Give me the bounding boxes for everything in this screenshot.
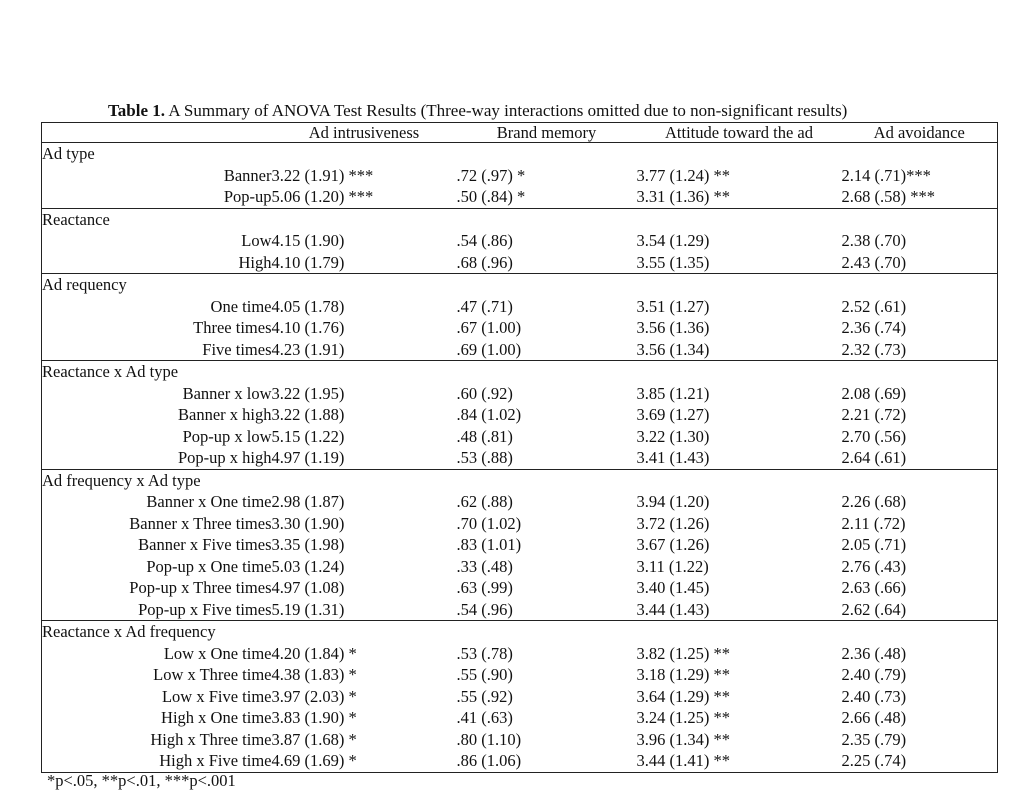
table-row: [42, 664, 998, 686]
ad-avoidance-cell: 2.76 (.43): [841, 556, 907, 576]
brand-memory-cell: .68 (.96): [457, 252, 637, 274]
ad-intrusiveness-cell: 4.05 (1.78): [271, 296, 345, 316]
table-row: [42, 577, 998, 599]
attitude-cell: 3.67 (1.26): [636, 535, 710, 554]
attitude-cell: 3.18 (1.29) **: [636, 665, 730, 684]
anova-results-table: [41, 122, 998, 773]
attitude-cell: 3.96 (1.34) **: [636, 729, 730, 749]
table-title: A Summary of ANOVA Test Results (Three-way interactions omitted due to non-significant results): [165, 101, 848, 120]
row-label: Five times: [42, 339, 272, 361]
table-row: [42, 643, 998, 665]
brand-memory-cell: .70 (1.02): [456, 513, 522, 533]
row-label: Pop-up x Three times: [129, 578, 272, 597]
brand-memory-cell: .33 (.48): [456, 556, 513, 576]
row-label: Banner x One time: [146, 492, 272, 511]
brand-memory-cell: .62 (.88): [456, 492, 513, 511]
row-label: Banner x high: [178, 405, 272, 424]
row-label: Pop-up x high: [42, 447, 272, 469]
ad-avoidance-cell: 2.35 (.79): [841, 729, 907, 749]
row-label: Low x One time: [163, 643, 272, 663]
ad-avoidance-cell: 2.52 (.61): [841, 296, 907, 316]
row-label: High x Five time: [42, 750, 272, 772]
table-row: [42, 534, 998, 556]
group-header-row: [42, 143, 998, 165]
brand-memory-cell: .53 (.88): [457, 447, 637, 469]
group-title: Ad frequency x Ad type: [42, 469, 998, 491]
row-label: Banner x Five times: [138, 535, 272, 554]
group-header-row: [42, 274, 998, 296]
group-header-row: [42, 361, 998, 383]
group-title: Ad requency: [42, 274, 998, 296]
column-header: Attitude toward the ad: [637, 123, 842, 143]
group-title: Reactance x Ad frequency: [42, 621, 998, 643]
table-row: [42, 296, 998, 318]
table-row: [42, 513, 998, 535]
brand-memory-cell: .72 (.97) *: [456, 165, 526, 185]
ad-intrusiveness-cell: 3.35 (1.98): [271, 535, 345, 554]
row-label: High: [42, 252, 272, 274]
group-title: Reactance x Ad type: [42, 361, 998, 383]
table-row: [42, 686, 998, 708]
row-label: High x One time: [161, 708, 272, 727]
table-header-row: [42, 123, 998, 143]
column-header: [42, 123, 272, 143]
attitude-cell: 3.82 (1.25) **: [636, 643, 730, 663]
ad-avoidance-cell: 2.36 (.48): [841, 643, 907, 663]
brand-memory-cell: .69 (1.00): [457, 339, 637, 361]
row-label: Pop-up x Five times: [42, 599, 272, 621]
ad-avoidance-cell: 2.64 (.61): [842, 447, 998, 469]
attitude-cell: 3.54 (1.29): [636, 231, 710, 250]
ad-avoidance-cell: 2.62 (.64): [842, 599, 998, 621]
ad-intrusiveness-cell: 4.23 (1.91): [272, 339, 457, 361]
attitude-cell: 3.22 (1.30): [636, 426, 710, 446]
ad-intrusiveness-cell: 5.15 (1.22): [271, 426, 345, 446]
table-row: [42, 339, 998, 361]
table-row: [42, 383, 998, 405]
ad-avoidance-cell: 2.63 (.66): [841, 578, 907, 597]
attitude-cell: 3.64 (1.29) **: [636, 686, 730, 706]
attitude-cell: 3.56 (1.34): [637, 339, 842, 361]
brand-memory-cell: .47 (.71): [456, 296, 513, 316]
ad-intrusiveness-cell: 3.83 (1.90) *: [271, 708, 357, 727]
column-header: Ad intrusiveness: [272, 123, 457, 143]
ad-intrusiveness-cell: 5.03 (1.24): [271, 556, 345, 576]
table-row: [42, 426, 998, 448]
group-title: Ad type: [42, 144, 95, 163]
table-number: Table 1.: [108, 101, 166, 120]
column-header: Brand memory: [457, 123, 637, 143]
ad-intrusiveness-cell: 3.22 (1.95): [271, 383, 345, 403]
row-label: Banner x Three times: [129, 513, 272, 533]
ad-intrusiveness-cell: 2.98 (1.87): [271, 492, 345, 511]
ad-avoidance-cell: 2.05 (.71): [841, 535, 907, 554]
row-label: Pop-up: [42, 186, 272, 208]
row-label: One time: [210, 296, 272, 316]
attitude-cell: 3.40 (1.45): [636, 578, 710, 597]
brand-memory-cell: .48 (.81): [456, 426, 513, 446]
table-row: [42, 317, 998, 339]
ad-intrusiveness-cell: 5.06 (1.20) ***: [272, 186, 457, 208]
ad-avoidance-cell: 2.40 (.73): [841, 686, 907, 706]
ad-intrusiveness-cell: 4.10 (1.76): [271, 318, 345, 337]
ad-intrusiveness-cell: 4.97 (1.08): [271, 578, 345, 597]
brand-memory-cell: .50 (.84) *: [457, 186, 637, 208]
row-label: Three times: [193, 318, 272, 337]
row-label: Low x Five time: [161, 686, 272, 706]
table-row: [42, 750, 998, 772]
attitude-cell: 3.31 (1.36) **: [637, 186, 842, 208]
group-header-row: [42, 621, 998, 643]
brand-memory-cell: .84 (1.02): [456, 405, 522, 424]
attitude-cell: 3.51 (1.27): [636, 296, 710, 316]
ad-intrusiveness-cell: 4.69 (1.69) *: [272, 750, 457, 772]
significance-footnote: *p<.05, **p<.01, ***p<.001: [47, 771, 236, 790]
ad-intrusiveness-cell: 4.15 (1.90): [271, 231, 345, 250]
ad-intrusiveness-cell: 3.30 (1.90): [271, 513, 345, 533]
group-header-row: [42, 208, 998, 230]
ad-avoidance-cell: 2.25 (.74): [842, 750, 998, 772]
ad-avoidance-cell: 2.68 (.58) ***: [842, 186, 998, 208]
attitude-cell: 3.72 (1.26): [636, 513, 710, 533]
row-label: Pop-up x low: [182, 426, 272, 446]
table-caption: [108, 101, 1008, 120]
brand-memory-cell: .67 (1.00): [456, 318, 522, 337]
row-label: Pop-up x One time: [146, 556, 272, 576]
attitude-cell: 3.24 (1.25) **: [636, 708, 730, 727]
row-label: Low: [241, 231, 272, 250]
attitude-cell: 3.56 (1.36): [636, 318, 710, 337]
attitude-cell: 3.77 (1.24) **: [636, 165, 730, 185]
table-row: [42, 230, 998, 252]
ad-avoidance-cell: 2.21 (.72): [841, 405, 907, 424]
ad-intrusiveness-cell: 4.10 (1.79): [272, 252, 457, 274]
attitude-cell: 3.44 (1.43): [637, 599, 842, 621]
ad-avoidance-cell: 2.38 (.70): [841, 231, 907, 250]
brand-memory-cell: .60 (.92): [456, 383, 513, 403]
row-label: Banner: [223, 165, 272, 185]
brand-memory-cell: .55 (.92): [456, 686, 513, 706]
attitude-cell: 3.11 (1.22): [636, 556, 709, 576]
attitude-cell: 3.44 (1.41) **: [637, 750, 842, 772]
ad-avoidance-cell: 2.14 (.71)***: [841, 165, 931, 185]
attitude-cell: 3.55 (1.35): [637, 252, 842, 274]
brand-memory-cell: .63 (.99): [456, 578, 513, 597]
brand-memory-cell: .83 (1.01): [456, 535, 522, 554]
attitude-cell: 3.41 (1.43): [637, 447, 842, 469]
brand-memory-cell: .41 (.63): [456, 708, 513, 727]
table-row: [42, 186, 998, 208]
table-row: [42, 404, 998, 426]
table-row: [42, 491, 998, 513]
ad-avoidance-cell: 2.43 (.70): [842, 252, 998, 274]
ad-avoidance-cell: 2.26 (.68): [841, 492, 907, 511]
ad-intrusiveness-cell: 3.97 (2.03) *: [271, 686, 357, 706]
attitude-cell: 3.85 (1.21): [636, 383, 710, 403]
table-row: [42, 252, 998, 274]
ad-intrusiveness-cell: 4.97 (1.19): [272, 447, 457, 469]
table-row: [42, 556, 998, 578]
ad-intrusiveness-cell: 3.22 (1.88): [271, 405, 345, 424]
brand-memory-cell: .80 (1.10): [456, 729, 522, 749]
brand-memory-cell: .54 (.86): [456, 231, 513, 250]
brand-memory-cell: .54 (.96): [457, 599, 637, 621]
ad-intrusiveness-cell: 3.87 (1.68) *: [271, 729, 357, 749]
ad-avoidance-cell: 2.40 (.79): [841, 665, 907, 684]
attitude-cell: 3.94 (1.20): [636, 492, 710, 511]
ad-avoidance-cell: 2.11 (.72): [841, 513, 906, 533]
row-label: High x Three time: [150, 729, 272, 749]
attitude-cell: 3.69 (1.27): [636, 405, 710, 424]
group-title: Reactance: [42, 208, 998, 230]
table-row: [42, 707, 998, 729]
brand-memory-cell: .55 (.90): [456, 665, 513, 684]
ad-avoidance-cell: 2.70 (.56): [841, 426, 907, 446]
table-row: [42, 165, 998, 187]
ad-avoidance-cell: 2.36 (.74): [841, 318, 907, 337]
column-header: Ad avoidance: [842, 123, 998, 143]
ad-intrusiveness-cell: 4.20 (1.84) *: [271, 643, 357, 663]
ad-intrusiveness-cell: 3.22 (1.91) ***: [271, 165, 374, 185]
brand-memory-cell: .53 (.78): [456, 643, 513, 663]
ad-avoidance-cell: 2.66 (.48): [841, 708, 907, 727]
ad-intrusiveness-cell: 5.19 (1.31): [272, 599, 457, 621]
table-row: [42, 599, 998, 621]
ad-intrusiveness-cell: 4.38 (1.83) *: [271, 665, 357, 684]
row-label: Banner x low: [182, 383, 272, 403]
table-row: [42, 729, 998, 751]
brand-memory-cell: .86 (1.06): [457, 750, 637, 772]
table-row: [42, 447, 998, 469]
ad-avoidance-cell: 2.32 (.73): [842, 339, 998, 361]
row-label: Low x Three time: [153, 665, 272, 684]
group-header-row: [42, 469, 998, 491]
ad-avoidance-cell: 2.08 (.69): [841, 383, 907, 403]
